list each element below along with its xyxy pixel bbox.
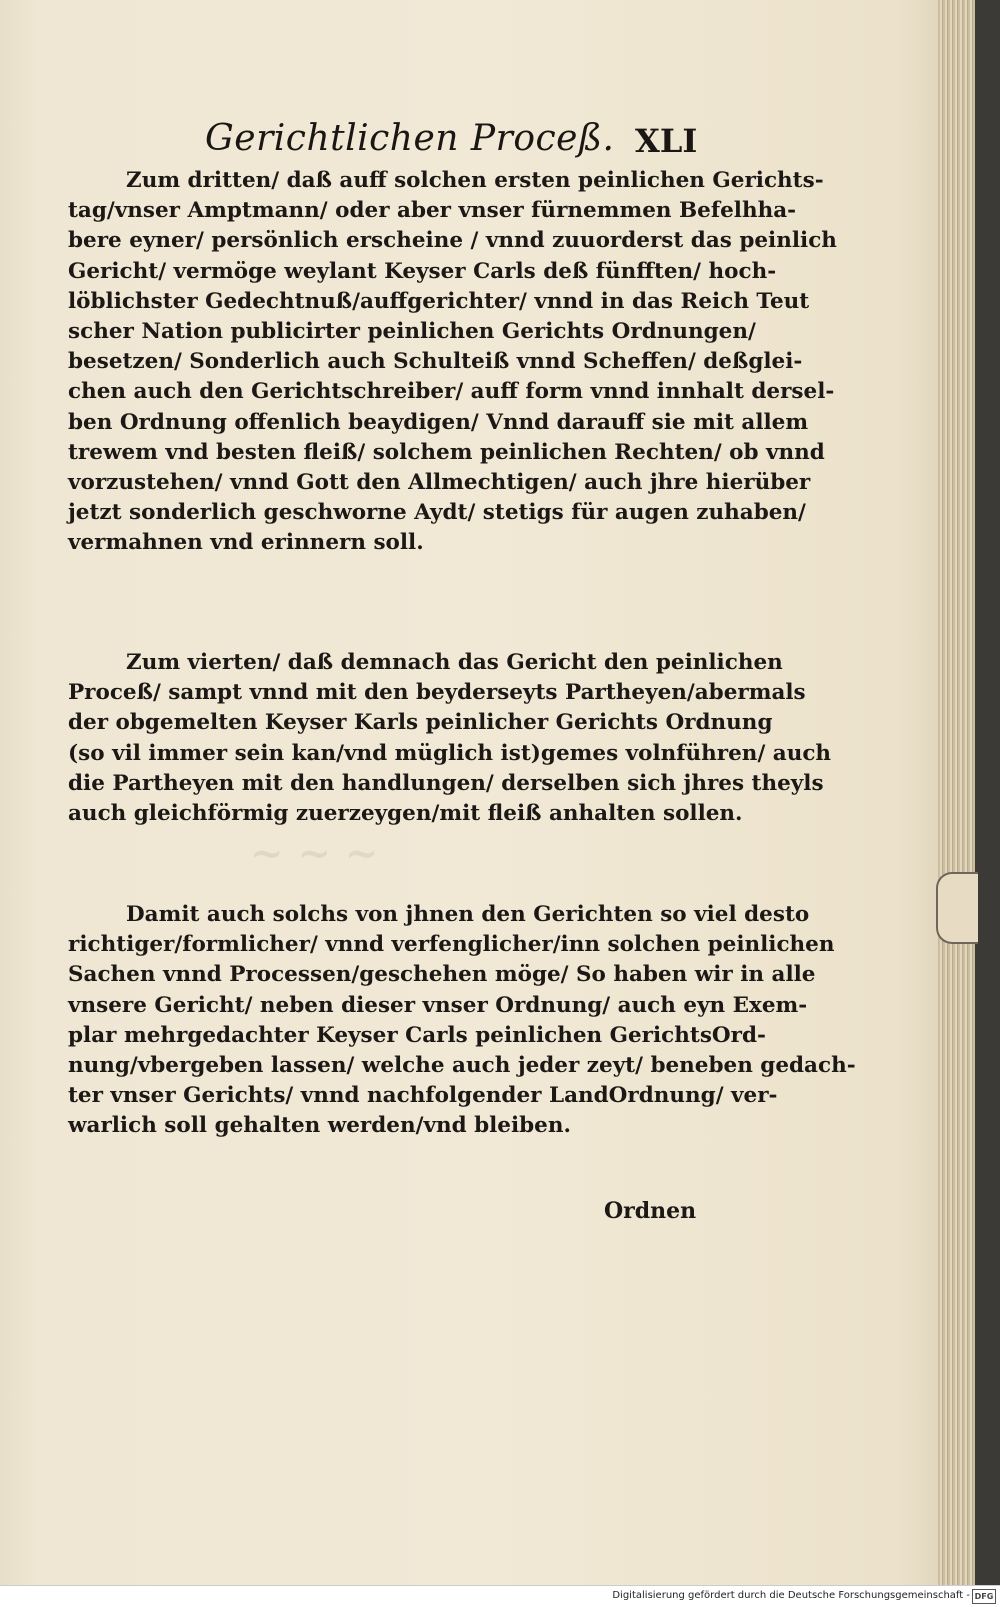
text-line: ben Ordnung offenlich beaydigen/ Vnnd darauff sie mit allem — [68, 409, 809, 435]
text-line: jetzt sonderlich geschworne Aydt/ stetigs für augen zuhaben/ — [68, 500, 806, 526]
scan-border — [975, 0, 1000, 1585]
text-line: auch gleichförmig zuerzeygen/mit fleiß anhalten sollen. — [68, 800, 743, 826]
text-line: tag/vnser Amptmann/ oder aber vnser fürnemmen Befelhha- — [68, 198, 797, 224]
text-line: (so vil immer sein kan/vnd müglich ist)gemes volnführen/ auch — [68, 740, 832, 766]
dfg-logo: DFG — [972, 1589, 996, 1604]
paragraph-1 — [68, 166, 837, 558]
page-fore-edge — [938, 0, 975, 1585]
text-line: Sachen vnnd Processen/geschehen möge/ So haben wir in alle — [68, 962, 816, 988]
text-line: löblichster Gedechtnuß/auffgerichter/ vnnd in das Reich Teut — [68, 288, 810, 314]
text-line: Zum dritten/ daß auff solchen ersten peinlichen Gerichts- — [126, 168, 824, 193]
text-line: Damit auch solchs von jhnen den Gerichten so viel desto — [126, 902, 810, 927]
paragraph-2 — [68, 648, 832, 829]
bleed-through-marks: ~ ~ ~ — [250, 830, 379, 877]
text-line: nung/vbergeben lassen/ welche auch jeder zeyt/ beneben gedach- — [68, 1052, 856, 1078]
text-line: Proceß/ sampt vnnd mit den beyderseyts Partheyen/abermals — [68, 680, 806, 706]
footer-bar — [0, 1585, 1000, 1607]
paragraph-3 — [68, 900, 856, 1142]
text-line: warlich soll gehalten werden/vnd bleiben. — [68, 1113, 571, 1139]
text-line: trewem vnd besten fleiß/ solchem peinlichen Rechten/ ob vnnd — [68, 439, 825, 465]
text-line: ter vnser Gerichts/ vnnd nachfolgender LandOrdnung/ ver- — [68, 1083, 778, 1109]
funding-credit: Digitalisierung gefördert durch die Deutsche Forschungsgemeinschaft - — [612, 1590, 970, 1601]
text-line: bere eyner/ persönlich erscheine / vnnd zuuorderst das peinlich — [68, 228, 837, 254]
folio-number: XLI — [635, 122, 698, 160]
text-line: vermahnen vnd erinnern soll. — [68, 530, 424, 556]
text-line: vorzustehen/ vnnd Gott den Allmechtigen/ auch jhre hierüber — [68, 469, 811, 495]
text-line: richtiger/formlicher/ vnnd verfenglicher/inn solchen peinlichen — [68, 932, 835, 958]
text-line: besetzen/ Sonderlich auch Schulteiß vnnd Scheffen/ deßglei- — [68, 349, 803, 375]
text-line: die Partheyen mit den handlungen/ derselben sich jhres theyls — [68, 770, 824, 796]
text-line: vnsere Gericht/ neben dieser vnser Ordnung/ auch eyn Exem- — [68, 992, 808, 1018]
running-head-title: Gerichtlichen Proceß. — [205, 118, 615, 159]
text-line: scher Nation publicirter peinlichen Gerichts Ordnungen/ — [68, 318, 756, 344]
text-line: Zum vierten/ daß demnach das Gericht den peinlichen — [126, 650, 783, 675]
text-line: chen auch den Gerichtschreiber/ auff form vnnd innhalt dersel- — [68, 379, 835, 405]
text-line: der obgemelten Keyser Karls peinlicher Gerichts Ordnung — [68, 710, 773, 736]
text-line: Gericht/ vermöge weylant Keyser Carls deß fünfften/ hoch- — [68, 258, 777, 284]
page-clip — [936, 872, 978, 944]
text-line: plar mehrgedachter Keyser Carls peinlichen GerichtsOrd- — [68, 1022, 766, 1048]
running-head — [205, 118, 705, 168]
catchword: Ordnen — [604, 1198, 697, 1224]
